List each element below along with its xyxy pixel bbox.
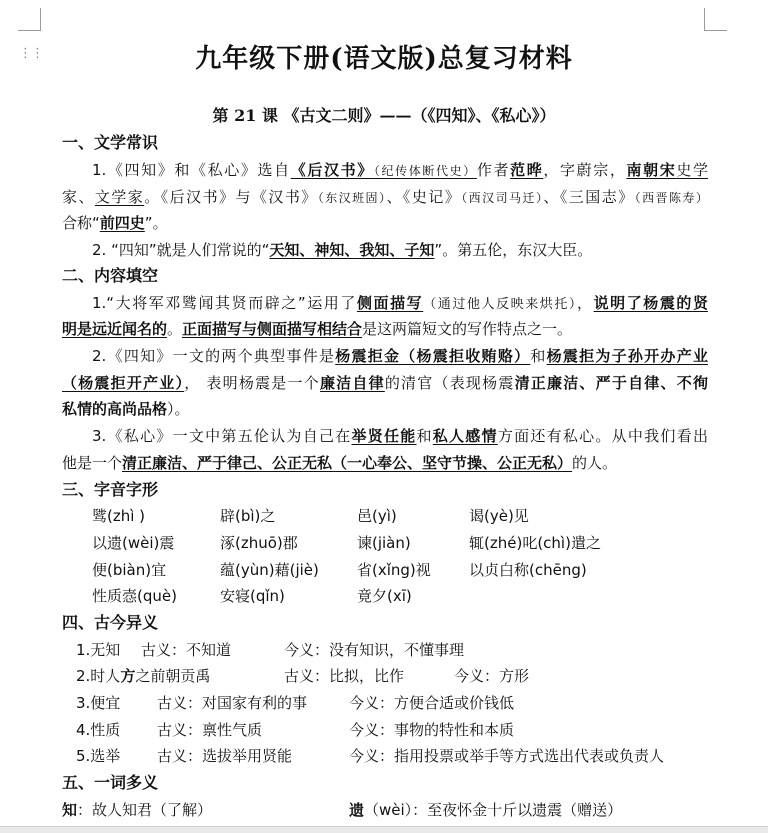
pronunciation-item: 辟(bì)之: [220, 507, 276, 525]
pronunciation-item: 辄(zhé)叱(chì)遣之: [469, 534, 601, 552]
lesson-heading: 第 21 课 《古文二则》——（《四知》、《私心》）: [212, 106, 556, 125]
section-heading-content: 二、内容填空: [62, 266, 159, 285]
paragraph-line: 明是远近闻名的。正面描写与侧面描写相结合是这两篇短文的写作特点之一。: [62, 320, 573, 338]
document-title: 九年级下册(语文版)总复习材料: [195, 44, 573, 74]
paragraph-line: 1.《四知》和《私心》选自《后汉书》（纪传体断代史）作者范晔，字蔚宗，南朝宋史学: [92, 161, 708, 179]
pronunciation-item: 竟夕(xī): [357, 587, 412, 605]
pronunciation-item: 安寝(qǐn): [220, 587, 285, 605]
pronunciation-item: 谏(jiàn): [357, 534, 411, 552]
crop-mark-top-left: [18, 8, 41, 31]
pronunciation-item: 谒(yè)见: [469, 507, 529, 525]
pronunciation-item: 涿(zhuō)郡: [220, 534, 298, 552]
modern-meaning: 今义：指用投票或举手等方式选出代表或负责人: [349, 747, 665, 765]
section-heading-polysemy: 五、一词多义: [62, 773, 159, 792]
drag-handle-icon[interactable]: ⋮⋮: [19, 46, 43, 61]
ancient-meaning: 古义：对国家有利的事: [157, 694, 308, 712]
pronunciation-item: 以遗(wèi)震: [92, 534, 175, 552]
pronunciation-item: 以贞白称(chēng): [469, 561, 587, 579]
ancient-meaning: 古义：比拟，比作: [284, 667, 405, 685]
section-heading-ancient-modern: 四、古今异义: [62, 613, 159, 632]
pronunciation-item: 邑(yì): [357, 507, 397, 525]
crop-mark-top-right: [704, 8, 727, 31]
paragraph-line: （杨震拒开产业）， 表明杨震是一个廉洁自律的清官（表现杨震清正廉洁、严于自律、不徇: [62, 374, 708, 392]
modern-meaning: 今义：方形: [454, 667, 530, 685]
ancient-meaning: 古义：选拔举用贤能: [157, 747, 293, 765]
polysemy-item: 知：故人知君（了解）: [62, 801, 213, 819]
section-heading-literature: 一、文学常识: [62, 133, 159, 152]
paragraph-line: 2. “四知”就是人们常说的“天知、神知、我知、子知”。第五伦，东汉大臣。: [92, 241, 593, 259]
ancient-meaning: 古义：禀性气质: [157, 721, 263, 739]
pronunciation-item: 蕴(yùn)藉(jiè): [220, 561, 319, 579]
paragraph-line: 他是一个清正廉洁、严于律己、公正无私（一心奉公、坚守节操、公正无私）的人。: [62, 454, 618, 472]
section-heading-pronunciation: 三、字音字形: [62, 480, 159, 499]
pronunciation-item: 性质悫(què): [92, 587, 177, 605]
term: 3.便宜: [76, 694, 121, 712]
term: 2.时人方之前朝贡禹: [76, 667, 211, 685]
modern-meaning: 今义：事物的特性和本质: [349, 721, 515, 739]
ancient-meaning: 古义：不知道: [141, 641, 232, 659]
paragraph-line: 1.“大将军邓骘闻其贤而辟之”运用了侧面描写（通过他人反映来烘托），说明了杨震的贤: [92, 294, 708, 312]
paragraph-line: 私情的高尚品格）。: [62, 400, 190, 418]
paragraph-line: 2.《四知》一文的两个典型事件是杨震拒金（杨震拒收贿赂）和杨震拒为子孙开办产业: [92, 347, 708, 365]
paragraph-line: 3.《私心》一文中第五伦认为自己在举贤任能和私人感情方面还有私心。从中我们看出: [92, 427, 708, 445]
term: 1.无知: [76, 641, 121, 659]
paragraph-line: 合称“前四史”。: [62, 214, 168, 232]
polysemy-item: 遗（wèi）：至夜怀金十斤以遗震（赠送）: [349, 801, 623, 819]
paragraph-line: 家、文学家。《后汉书》与《汉书》（东汉班固）、《史记》（西汉司马迁）、《三国志》（西晋陈寿）: [62, 188, 708, 206]
modern-meaning: 今义：方便合适或价钱低: [349, 694, 515, 712]
term: 5.选举: [76, 747, 121, 765]
term: 4.性质: [76, 721, 121, 739]
modern-meaning: 今义：没有知识，不懂事理: [284, 641, 465, 659]
pronunciation-item: 省(xǐng)视: [357, 561, 431, 579]
pronunciation-item: 便(biàn)宜: [92, 561, 167, 579]
pronunciation-item: 骘(zhì ): [92, 507, 146, 525]
